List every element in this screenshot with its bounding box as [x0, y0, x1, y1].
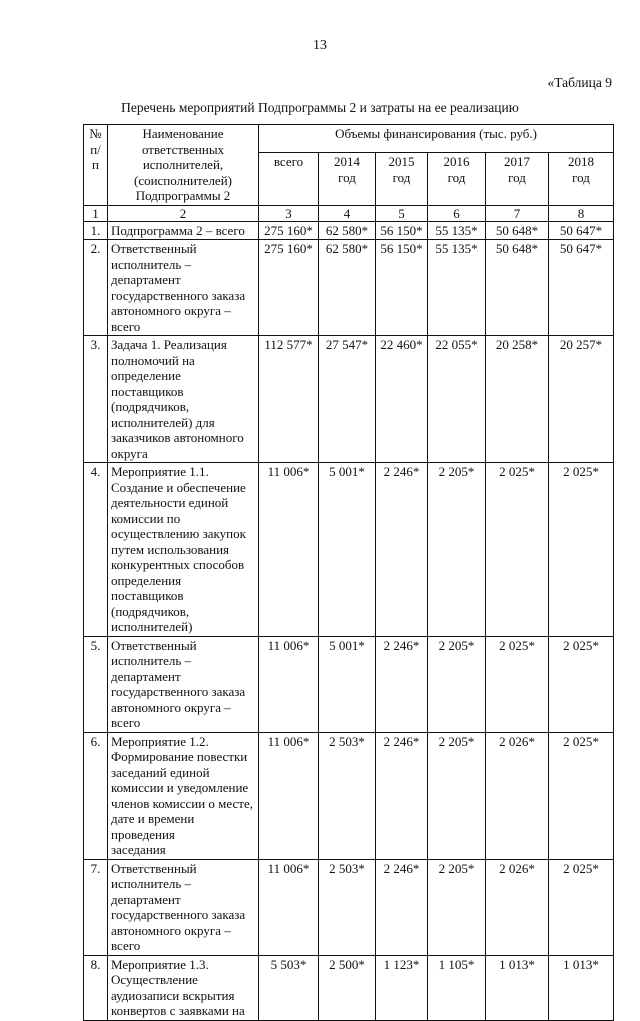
- row-year-value: 1 105*: [428, 955, 486, 1020]
- row-year-value: 22 055*: [428, 336, 486, 463]
- header-year-2017: 2017 год: [486, 153, 549, 205]
- row-year-value: 2 205*: [428, 732, 486, 859]
- row-year-value: 55 135*: [428, 221, 486, 240]
- row-year-value: 2 246*: [376, 463, 428, 637]
- row-year-value: 50 648*: [486, 240, 549, 336]
- column-number: 1: [84, 205, 108, 221]
- table-row: [84, 732, 614, 859]
- row-year-value: 1 013*: [549, 955, 614, 1020]
- table-label: «Таблица 9: [547, 75, 612, 90]
- row-total-value: 11 006*: [259, 636, 319, 732]
- header-year-2018: 2018 год: [549, 153, 614, 205]
- column-number: 8: [549, 205, 614, 221]
- row-name: Задача 1. Реализация полномочий на определение поставщиков (подрядчиков, исполнителей) для заказчиков автономного округа: [108, 336, 259, 463]
- column-number: 3: [259, 205, 319, 221]
- row-year-value: 2 025*: [486, 463, 549, 637]
- header-year-2015: 2015 год: [376, 153, 428, 205]
- row-year-value: 2 025*: [549, 859, 614, 955]
- row-year-value: 2 026*: [486, 859, 549, 955]
- header-year-2014: 2014 год: [319, 153, 376, 205]
- column-number: 7: [486, 205, 549, 221]
- header-year-2016: 2016 год: [428, 153, 486, 205]
- row-year-value: 2 500*: [319, 955, 376, 1020]
- table-title: Перечень мероприятий Подпрограммы 2 и затраты на ее реализацию: [121, 100, 519, 115]
- column-number: 5: [376, 205, 428, 221]
- row-year-value: 22 460*: [376, 336, 428, 463]
- row-total-value: 11 006*: [259, 732, 319, 859]
- row-number: 8.: [84, 955, 108, 1020]
- row-year-value: 2 026*: [486, 732, 549, 859]
- table-row: [84, 240, 614, 336]
- row-year-value: 2 246*: [376, 636, 428, 732]
- row-number: 5.: [84, 636, 108, 732]
- column-number: 2: [108, 205, 259, 221]
- row-year-value: 27 547*: [319, 336, 376, 463]
- row-number: 4.: [84, 463, 108, 637]
- row-number: 2.: [84, 240, 108, 336]
- row-year-value: 5 001*: [319, 463, 376, 637]
- row-year-value: 50 647*: [549, 221, 614, 240]
- row-year-value: 1 123*: [376, 955, 428, 1020]
- table-row: [84, 955, 614, 1020]
- header-funding: Объемы финансирования (тыс. руб.): [259, 125, 614, 153]
- row-year-value: 50 647*: [549, 240, 614, 336]
- table-row: [84, 463, 614, 637]
- table-row: [84, 336, 614, 463]
- row-year-value: 56 150*: [376, 221, 428, 240]
- funding-table: [83, 124, 614, 1021]
- header-num: № п/п: [84, 125, 108, 206]
- row-year-value: 56 150*: [376, 240, 428, 336]
- row-year-value: 2 205*: [428, 636, 486, 732]
- row-total-value: 112 577*: [259, 336, 319, 463]
- page-number: 13: [313, 38, 327, 53]
- table-row: [84, 221, 614, 240]
- row-year-value: 20 257*: [549, 336, 614, 463]
- row-year-value: 1 013*: [486, 955, 549, 1020]
- column-number: 4: [319, 205, 376, 221]
- row-year-value: 62 580*: [319, 240, 376, 336]
- row-name: Ответственный исполнитель – департамент государственного заказа автономного округа – всего: [108, 240, 259, 336]
- row-year-value: 62 580*: [319, 221, 376, 240]
- row-name: Ответственный исполнитель – департамент государственного заказа автономного округа – всего: [108, 636, 259, 732]
- header-name: Наименование ответственных исполнителей, (соисполнителей) Подпрограммы 2: [108, 125, 259, 206]
- row-year-value: 2 503*: [319, 732, 376, 859]
- row-total-value: 5 503*: [259, 955, 319, 1020]
- row-name: Мероприятие 1.2. Формирование повестки заседаний единой комиссии и уведомление членов комиссии о месте, дате и времени проведения заседания: [108, 732, 259, 859]
- row-name: Мероприятие 1.3. Осуществление аудиозаписи вскрытия конвертов с заявками на: [108, 955, 259, 1020]
- column-numbers-row: [84, 205, 614, 221]
- row-number: 7.: [84, 859, 108, 955]
- row-year-value: 20 258*: [486, 336, 549, 463]
- row-total-value: 11 006*: [259, 463, 319, 637]
- header-total: всего: [259, 153, 319, 205]
- row-year-value: 2 246*: [376, 732, 428, 859]
- row-year-value: 2 503*: [319, 859, 376, 955]
- table-row: [84, 636, 614, 732]
- header-row-1: [84, 125, 614, 153]
- row-year-value: 2 025*: [549, 463, 614, 637]
- row-number: 1.: [84, 221, 108, 240]
- row-total-value: 11 006*: [259, 859, 319, 955]
- column-number: 6: [428, 205, 486, 221]
- row-year-value: 50 648*: [486, 221, 549, 240]
- row-year-value: 2 246*: [376, 859, 428, 955]
- row-name: Мероприятие 1.1. Создание и обеспечение деятельности единой комиссии по осуществлению закупок путем использования конкурентных способов определения поставщиков (подрядчиков, исполнителей): [108, 463, 259, 637]
- row-year-value: 2 025*: [486, 636, 549, 732]
- row-year-value: 2 205*: [428, 859, 486, 955]
- row-year-value: 2 025*: [549, 636, 614, 732]
- row-name: Ответственный исполнитель – департамент государственного заказа автономного округа – всего: [108, 859, 259, 955]
- row-year-value: 5 001*: [319, 636, 376, 732]
- row-number: 3.: [84, 336, 108, 463]
- row-year-value: 2 205*: [428, 463, 486, 637]
- table-row: [84, 859, 614, 955]
- row-total-value: 275 160*: [259, 240, 319, 336]
- row-year-value: 55 135*: [428, 240, 486, 336]
- row-number: 6.: [84, 732, 108, 859]
- row-name: Подпрограмма 2 – всего: [108, 221, 259, 240]
- row-year-value: 2 025*: [549, 732, 614, 859]
- row-total-value: 275 160*: [259, 221, 319, 240]
